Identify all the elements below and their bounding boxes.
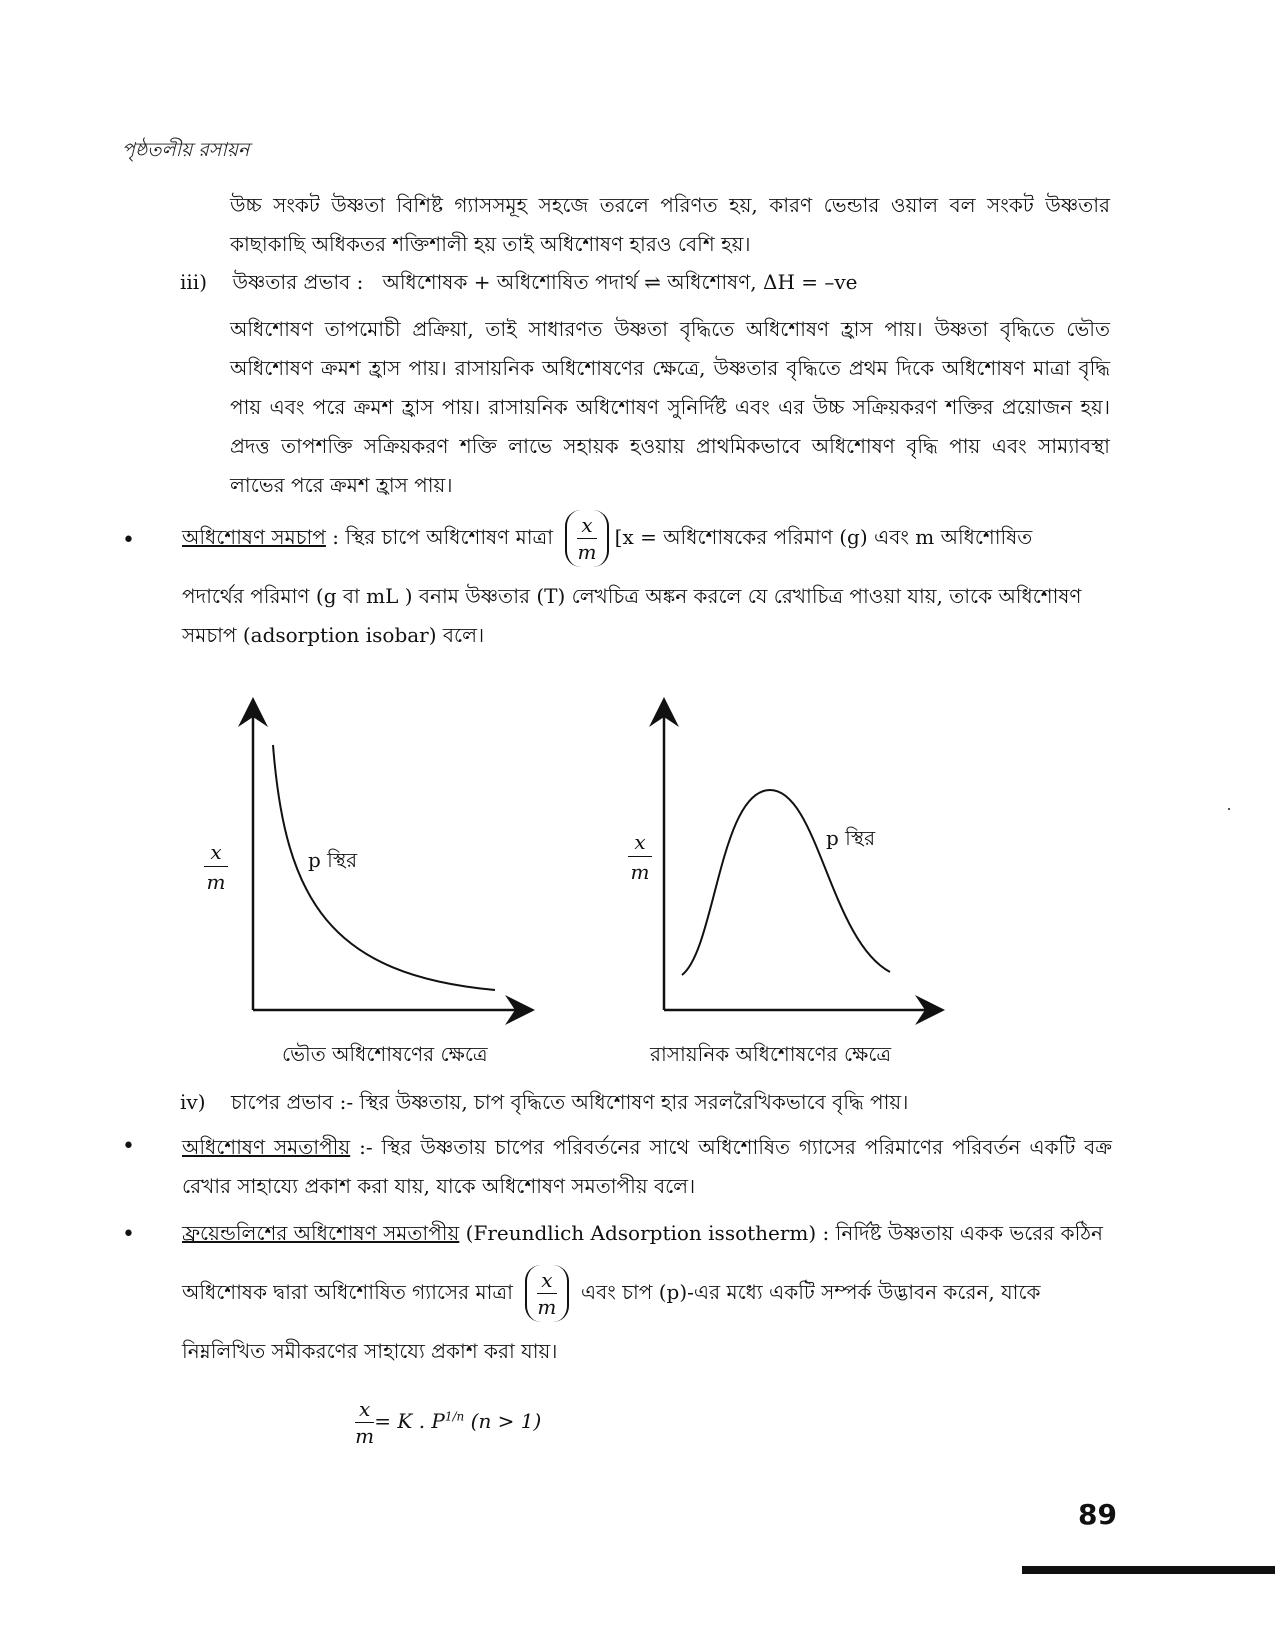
freundlich-frac-num: x (537, 1267, 556, 1294)
bullet-marker: • (122, 528, 135, 553)
physical-isobar-curve (273, 745, 495, 990)
isobar-text-a: : স্থির চাপে অধিশোষণ মাত্রা (325, 525, 554, 549)
item-iii-marker: iii) (180, 270, 207, 294)
page-number: 89 (1078, 1498, 1117, 1531)
item-iv-line (180, 1088, 908, 1121)
chemical-y-den: m (630, 860, 650, 884)
item-iv-marker: iv) (180, 1090, 206, 1114)
isobar-line3: সমচাপ (adsorption isobar) বলে। (182, 623, 485, 647)
isotherm-text: :- স্থির উষ্ণতায় চাপের পরিবর্তনের সাথে অধিশোষিত গ্যাসের পরিমাণের পরিবর্তন একটি বক্র রেখার সাহায্যে প্রকাশ করা যায়, যাকে অধিশোষণ সমতাপীয় বলে। (182, 1135, 1112, 1198)
isobar-text-b: [x = অধিশোষকের পরিমাণ (g) এবং m অধিশোষিত (614, 525, 1033, 549)
physical-caption: ভৌত অধিশোষণের ক্ষেত্রে (282, 1042, 488, 1066)
item-iii-heading: উষ্ণতার প্রভাব : (232, 270, 364, 294)
chemical-y-label (628, 828, 652, 887)
bullet-marker: • (122, 1222, 135, 1247)
physical-curve-label: p স্থির (308, 848, 358, 872)
equation-exponent: 1/n (444, 1409, 465, 1424)
item-iii-equation: অধিশোষক + অধিশোষিত পদার্থ ⇌ অধিশোষণ, ΔH = –ve (382, 270, 858, 294)
intro-paragraph: উচ্চ সংকট উষ্ণতা বিশিষ্ট গ্যাসসমূহ সহজে তরলে পরিণত হয়, কারণ ভেন্ডার ওয়াল বল সংকট উষ্ণতার কাছাকাছি অধিকতর শক্তিশালী হয় তাই অধিশোষণ হারও বেশি হয়। (230, 193, 1110, 256)
equation-rhs: = K . P (374, 1409, 445, 1433)
freundlich-line3: নিম্নলিখিত সমীকরণের সাহায্যে প্রকাশ করা যায়। (182, 1339, 558, 1363)
equation-condition: (n > 1) (464, 1409, 542, 1433)
running-head: পৃষ্ঠতলীয় রসায়ন (122, 139, 250, 161)
bullet-marker: • (122, 1134, 135, 1159)
freundlich-fraction (525, 1265, 568, 1322)
freundlich-line2-a: অধিশোষক দ্বারা অধিশোষিত গ্যাসের মাত্রা (182, 1280, 513, 1304)
freundlich-paragraph (182, 1214, 1112, 1371)
isotherm-paragraph (182, 1128, 1112, 1206)
page-footer-bar (1022, 1566, 1275, 1574)
chemical-caption: রাসায়নিক অধিশোষণের ক্ষেত্রে (650, 1042, 892, 1066)
freundlich-equation (355, 1396, 541, 1449)
freundlich-term: ফ্রয়েন্ডলিশের অধিশোষণ সমতাপীয় (182, 1221, 460, 1245)
item-iv-text: চাপের প্রভাব :- স্থির উষ্ণতায়, চাপ বৃদ্ধিতে অধিশোষণ হার সরলরৈখিকভাবে বৃদ্ধি পায়। (230, 1090, 909, 1114)
equation-frac-num: x (355, 1396, 374, 1423)
physical-y-num: x (204, 838, 228, 867)
physical-y-label (204, 838, 228, 897)
isobar-frac-num: x (577, 512, 596, 539)
item-iii-body: অধিশোষণ তাপমোচী প্রক্রিয়া, তাই সাধারণত উষ্ণতা বৃদ্ধিতে অধিশোষণ হ্রাস পায়। উষ্ণতা বৃদ্ধিতে ভৌত অধিশোষণ ক্রমশ হ্রাস পায়। রাসায়নিক অধিশোষণের ক্ষেত্রে, উষ্ণতার বৃদ্ধিতে প্রথম দিকে অধিশোষণ মাত্রা বৃদ্ধি পায় এবং পরে ক্রমশ হ্রাস পায়। রাসায়নিক অধিশোষণ সুনির্দিষ্ট এবং এর উচ্চ সক্রিয়করণ শক্তির প্রয়োজন হয়। প্রদত্ত তাপশক্তি সক্রিয়করণ শক্তি লাভে সহায়ক হওয়ায় প্রাথমিকভাবে অধিশোষণ বৃদ্ধি পায় এবং সাম্যাবস্থা লাভের পরে ক্রমশ হ্রাস পায়। (230, 317, 1110, 497)
chemical-curve-label: p স্থির (826, 826, 876, 850)
chemical-isobar-curve (682, 790, 890, 975)
freundlich-line2-b: এবং চাপ (p)-এর মধ্যে একটি সম্পর্ক উদ্ভাবন করেন, যাকে (580, 1280, 1041, 1304)
scan-speck (1228, 808, 1230, 810)
freundlich-frac-den: m (537, 1295, 557, 1319)
isobar-frac-den: m (577, 540, 597, 564)
isobar-term: অধিশোষণ সমচাপ (182, 525, 326, 549)
freundlich-text-a: (Freundlich Adsorption issotherm) : নির্দিষ্ট উষ্ণতায় একক ভরের কঠিন (459, 1221, 1103, 1245)
chemical-y-num: x (628, 828, 652, 857)
isobar-line2: পদার্থের পরিমাণ (g বা mL ) বনাম উষ্ণতার (T) লেখচিত্র অঙ্কন করলে যে রেখাচিত্র পাওয়া যায়, তাকে অধিশোষণ (182, 584, 1082, 608)
physical-y-den: m (206, 870, 226, 894)
isotherm-term: অধিশোষণ সমতাপীয় (182, 1135, 351, 1159)
equation-frac-den: m (355, 1424, 375, 1448)
